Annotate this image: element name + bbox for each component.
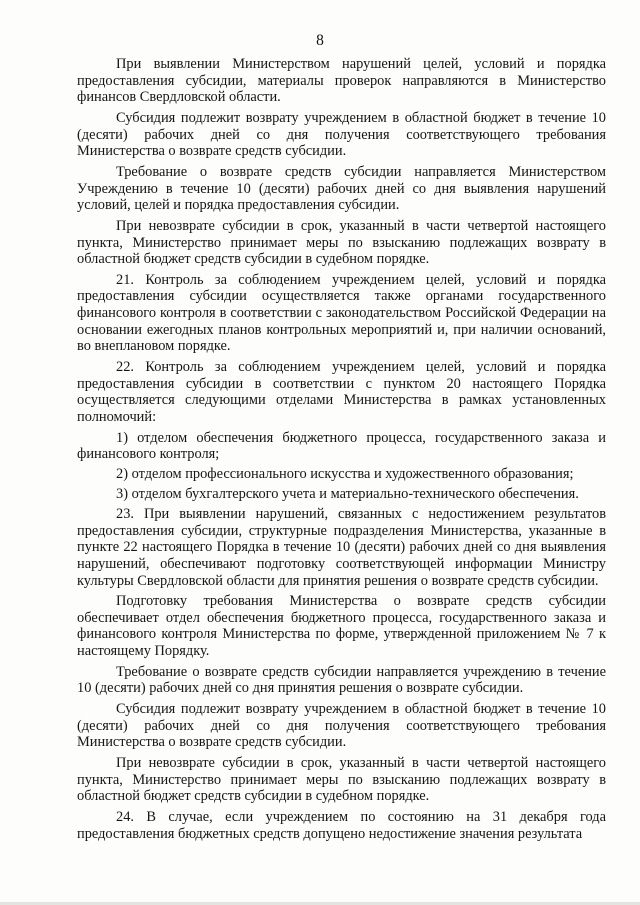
- list-item-art-department: 2) отделом профессионального искусства и художественного образования;: [116, 466, 574, 483]
- paragraph-ministry-violations: При выявлении Министерством нарушений целей, условий и порядка предоставления субсидии, материалы проверок направляются в Министерство финансов Свердловской области.: [77, 56, 606, 106]
- paragraph-return-requirement: Требование о возврате средств субсидии направляется Министерством Учреждению в течение 10 (десяти) рабочих дней со дня выявления нарушений условий, целей и порядка предоставления субсидии.: [77, 163, 606, 214]
- paragraph-subsidy-return: Субсидия подлежит возврату учреждением в областной бюджет в течение 10 (десяти) рабочих дней со дня получения соответствующего требования Министерства о возврате средств субсидии.: [77, 109, 606, 160]
- paragraph-requirement-preparation: Подготовку требования Министерства о возврате средств субсидии обеспечивает отдел обеспечения бюджетного процесса, государственного заказа и финансового контроля Министерства по форме, утвержденной приложением № 7 к настоящему Порядку.: [77, 593, 606, 660]
- page-number: 8: [316, 32, 324, 49]
- paragraph-requirement-sending: Требование о возврате средств субсидии направляется учреждению в течение 10 (десяти) рабочих дней со дня принятия решения о возврате субсидии.: [77, 663, 606, 697]
- document-body: [77, 56, 606, 847]
- paragraph-23-violations: 23. При выявлении нарушений, связанных с недостижением результатов предоставления субсидии, структурные подразделения Министерства, указанные в пункте 22 настоящего Порядка в течение 10 (десяти) рабочих дней со дня выявления нарушений, обеспечивают подготовку соответствующей информации Министру культуры Свердловской области для принятия решения о возврате средств субсидии.: [77, 506, 606, 589]
- paragraph-21-control: 21. Контроль за соблюдением учреждением целей, условий и порядка предоставления субсидии осуществляется также органами государственного финансового контроля в соответствии с законодательством Российской Федерации на основании ежегодных планов контрольных мероприятий и, при наличии оснований, во внеплановом порядке.: [77, 271, 606, 355]
- paragraph-subsidy-return-repeat: Субсидия подлежит возврату учреждением в областной бюджет в течение 10 (десяти) рабочих дней со дня получения соответствующего требования Министерства о возврате средств субсидии.: [77, 701, 606, 751]
- paragraph-22-control: 22. Контроль за соблюдением учреждением целей, условий и порядка предоставления субсидии в соответствии с пунктом 20 настоящего Порядка осуществляется следующими отделами Министерства в рамках установленных полномочий:: [77, 359, 606, 425]
- list-item-accounting-department: 3) отделом бухгалтерского учета и материально-технического обеспечения.: [116, 486, 579, 503]
- list-item-budget-department: 1) отделом обеспечения бюджетного процесса, государственного заказа и финансового контроля;: [77, 429, 606, 463]
- paragraph-non-return-repeat: При невозврате субсидии в срок, указанный в части четвертой настоящего пункта, Министерство принимает меры по взысканию подлежащих возврату в областной бюджет средств субсидии в судебном порядке.: [77, 755, 606, 805]
- paragraph-24-case: 24. В случае, если учреждением по состоянию на 31 декабря года предоставления бюджетных средств допущено недостижение значения результата: [77, 809, 606, 842]
- paragraph-non-return-measures: При невозврате субсидии в срок, указанный в части четвертой настоящего пункта, Министерство принимает меры по взысканию подлежащих возврату в областной бюджет средств субсидии в судебном порядке.: [77, 217, 606, 268]
